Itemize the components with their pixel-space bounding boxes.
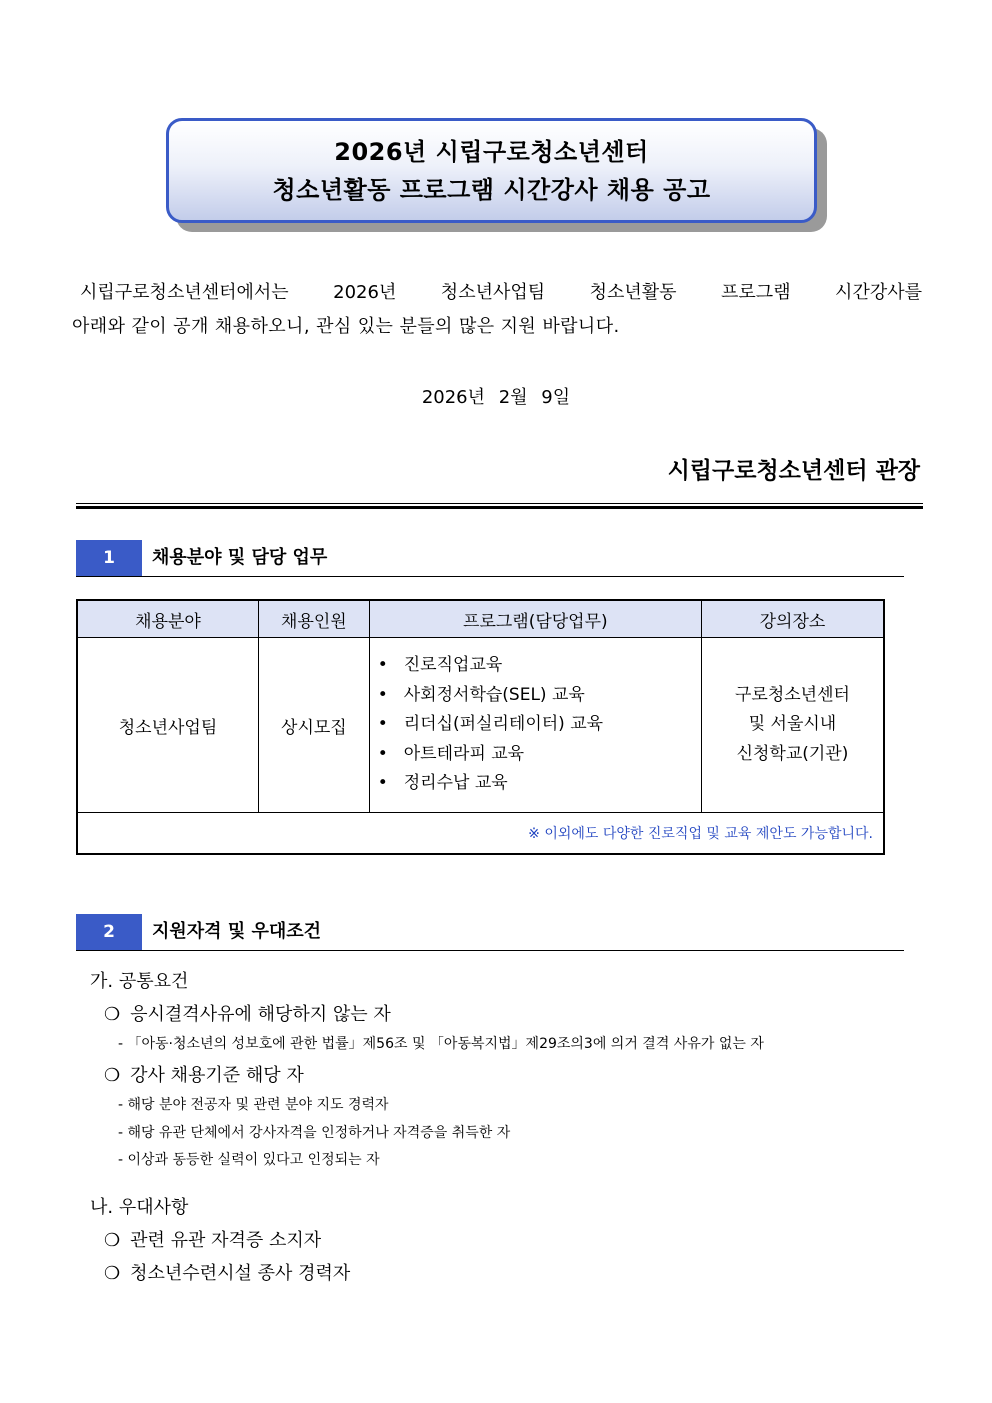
header-field: 채용분야 (77, 600, 259, 638)
title-line-1: 2026년 시립구로청소년센터 (334, 137, 649, 166)
signature: 시립구로청소년센터 관장 (667, 458, 920, 484)
list-item (378, 769, 701, 799)
circle-bullet-icon: ❍ (104, 1065, 121, 1086)
list-item (378, 740, 701, 770)
header-program: 프로그램(담당업무) (369, 600, 701, 638)
requirement-detail: - 이상과 동등한 실력이 있다고 인정되는 자 (118, 1152, 380, 1168)
list-item (378, 710, 701, 740)
circle-bullet-icon: ❍ (104, 1230, 121, 1251)
place-line: 및 서울시내 (748, 714, 837, 735)
requirement-detail: - 해당 유관 단체에서 강사자격을 인정하거나 자격증을 취득한 자 (118, 1125, 511, 1141)
circle-bullet-icon: ❍ (104, 1263, 121, 1284)
program-label: 아트테라피 교육 (403, 743, 525, 764)
program-label: 리더십(퍼실리테이터) 교육 (403, 714, 604, 735)
bullet-icon: • (377, 773, 388, 794)
program-label: 사회정서학습(SEL) 교육 (403, 684, 585, 705)
list-item (378, 681, 701, 711)
circle-bullet-icon: ❍ (104, 1004, 121, 1025)
preference-label: 관련 유관 자격증 소지자 (130, 1230, 322, 1251)
table-note: ※ 이외에도 다양한 진로직업 및 교육 제안도 가능합니다. (77, 813, 884, 855)
header-place: 강의장소 (701, 600, 884, 638)
place-line: 구로청소년센터 (734, 684, 850, 705)
requirement-label: 강사 채용기준 해당 자 (130, 1065, 304, 1086)
preference-item (104, 1259, 350, 1285)
double-divider (76, 503, 923, 509)
section-2-header (76, 914, 904, 951)
program-list (378, 651, 701, 799)
cell-programs (369, 638, 701, 813)
cell-headcount: 상시모집 (259, 638, 370, 813)
preferences-heading: 나. 우대사항 (90, 1197, 189, 1218)
bullet-icon: • (377, 655, 388, 676)
job-table (76, 599, 885, 855)
program-label: 진로직업교육 (403, 655, 503, 676)
bullet-icon: • (377, 743, 388, 764)
cell-place (701, 638, 884, 813)
bullet-icon: • (377, 714, 388, 735)
title-box (166, 118, 817, 223)
intro-paragraph (72, 276, 922, 344)
cell-field: 청소년사업팀 (77, 638, 259, 813)
table-header-row (77, 600, 884, 638)
section-1-number: 1 (76, 540, 142, 576)
header-headcount: 채용인원 (259, 600, 370, 638)
title-line-2: 청소년활동 프로그램 시간강사 채용 공고 (272, 175, 711, 204)
requirement-label: 응시결격사유에 해당하지 않는 자 (130, 1004, 391, 1025)
table-row (77, 638, 884, 813)
requirements-heading: 가. 공통요건 (90, 971, 189, 992)
intro-line-2: 아래와 같이 공개 채용하오니, 관심 있는 분들의 많은 지원 바랍니다. (72, 316, 620, 337)
intro-line-1: 시립구로청소년센터에서는 2026년 청소년사업팀 청소년활동 프로그램 시간강사를 (80, 282, 922, 303)
requirement-item (104, 1000, 391, 1026)
place-line: 신청학교(기관) (736, 743, 849, 764)
notice-date: 2026년 2월 9일 (421, 387, 571, 408)
section-1-title: 채용분야 및 담당 업무 (152, 547, 328, 568)
list-item (378, 651, 701, 681)
program-label: 정리수납 교육 (403, 773, 508, 794)
section-1-header (76, 540, 904, 577)
section-2-number: 2 (76, 914, 142, 950)
requirement-detail: - 해당 분야 전공자 및 관련 분야 지도 경력자 (118, 1097, 389, 1113)
requirement-item (104, 1061, 304, 1087)
preference-item (104, 1226, 321, 1252)
requirement-detail: - 「아동·청소년의 성보호에 관한 법률」제56조 및 「아동복지법」제29조의3에 의거 결격 사유가 없는 자 (118, 1036, 764, 1052)
table-note-row (77, 813, 884, 855)
preference-label: 청소년수련시설 종사 경력자 (130, 1263, 351, 1284)
section-2-title: 지원자격 및 우대조건 (152, 921, 322, 942)
bullet-icon: • (377, 684, 388, 705)
